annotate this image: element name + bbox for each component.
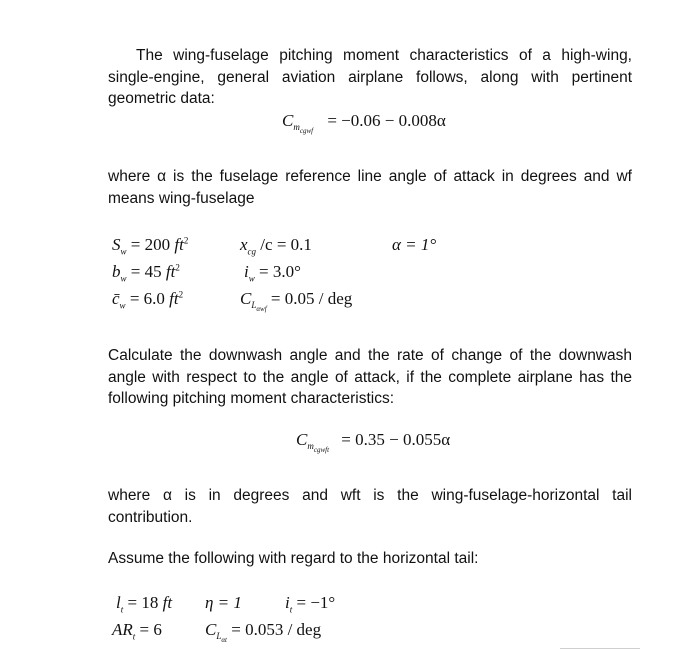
alpha-value: α = 1° xyxy=(392,235,437,254)
cw-value: $c̄_w = 6.0$ $ft^2$ xyxy=(112,289,184,311)
calculate-paragraph: Calculate the downwash angle and the rate of change of the downwash angle with respect to the angle of attack, if the complete airplane has the following pitching moment characteristics: xyxy=(108,347,632,407)
art-value: $AR_t = 6$ xyxy=(112,620,162,642)
equation-cm-wft: $C_{m_{cgwft}} = 0.35 - 0.055\alpha$ xyxy=(296,430,451,455)
sw-value: $S_w = 200$ $ft^2$ xyxy=(112,235,189,257)
where-wft-paragraph: where α is in degrees and wft is the wing-fuselage-horizontal tail contribution. xyxy=(108,487,632,526)
where-wf-paragraph: where α is the fuselage reference line angle of attack in degrees and wf means wing-fuselage xyxy=(108,168,632,207)
xcg-value: $x_{cg}$ /c = 0.1 xyxy=(240,235,312,257)
it-value: $i_t = -1^\circ$ xyxy=(285,593,336,615)
lt-value: $l_t = 18$ ft xyxy=(116,593,173,615)
intro-paragraph: The wing-fuselage pitching moment characteristics of a high-wing, single-engine, general aviation airplane follows, along with pertinent geometric data: xyxy=(108,47,632,107)
iw-value: $i_w = 3.0^\circ$ xyxy=(244,262,301,284)
equation-cm-wf: $C_{m_{cgwf}} = -0.06 - 0.008\alpha$ xyxy=(282,111,446,136)
cut-off-line xyxy=(560,648,640,649)
eta-value: η = 1 xyxy=(205,593,242,612)
cl-alpha-wf-value: $C_{L_{\alpha wf}} = 0.05$ / deg xyxy=(240,289,353,314)
assume-paragraph: Assume the following with regard to the horizontal tail: xyxy=(108,550,479,567)
bw-value: $b_w = 45$ $ft^2$ xyxy=(112,262,180,284)
cl-alpha-t-value: $C_{L_{\alpha t}} = 0.053$ / deg xyxy=(205,620,322,645)
